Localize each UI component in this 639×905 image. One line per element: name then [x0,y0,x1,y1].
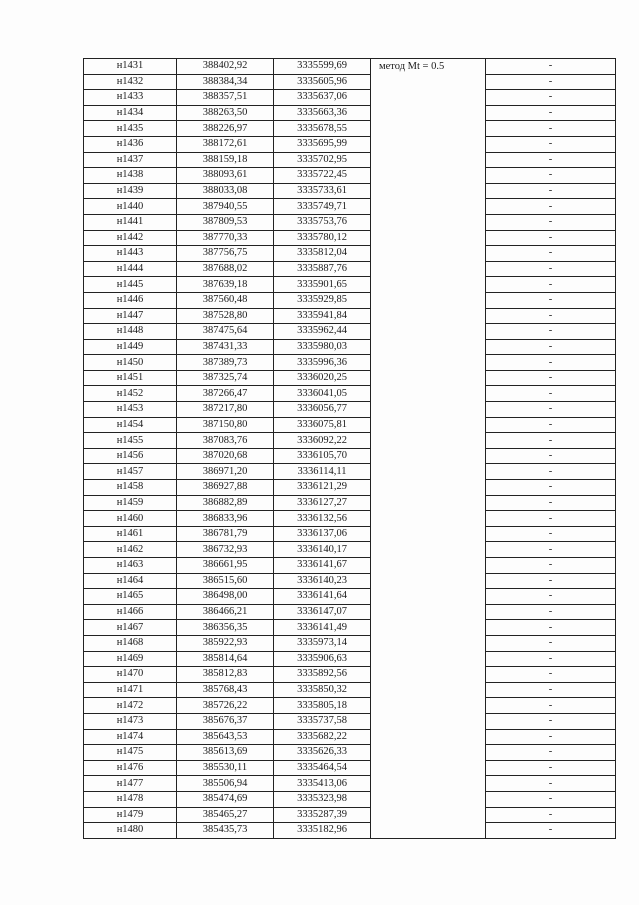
point-id-cell: н1480 [84,823,177,839]
description-cell: - [486,604,616,620]
y-coordinate-cell: 3335626,33 [274,745,371,761]
point-id-cell: н1468 [84,635,177,651]
point-id-cell: н1460 [84,511,177,527]
x-coordinate-cell: 385435,73 [177,823,274,839]
point-id-cell: н1447 [84,308,177,324]
y-coordinate-cell: 3335413,06 [274,776,371,792]
table-row [84,713,616,729]
point-id-cell: н1475 [84,745,177,761]
x-coordinate-cell: 388357,51 [177,90,274,106]
description-cell: - [486,682,616,698]
y-coordinate-cell: 3335733,61 [274,183,371,199]
table-row [84,651,616,667]
point-id-cell: н1478 [84,791,177,807]
table-row [84,448,616,464]
table-row [84,745,616,761]
point-id-cell: н1461 [84,526,177,542]
point-id-cell: н1440 [84,199,177,215]
x-coordinate-cell: 388384,34 [177,74,274,90]
table-row [84,417,616,433]
y-coordinate-cell: 3335941,84 [274,308,371,324]
point-id-cell: н1465 [84,589,177,605]
point-id-cell: н1464 [84,573,177,589]
y-coordinate-cell: 3335663,36 [274,105,371,121]
y-coordinate-cell: 3336141,49 [274,620,371,636]
point-id-cell: н1442 [84,230,177,246]
y-coordinate-cell: 3335780,12 [274,230,371,246]
description-cell: - [486,402,616,418]
description-cell: - [486,370,616,386]
x-coordinate-cell: 387688,02 [177,261,274,277]
y-coordinate-cell: 3335753,76 [274,214,371,230]
x-coordinate-cell: 387389,73 [177,355,274,371]
table-row [84,121,616,137]
y-coordinate-cell: 3335962,44 [274,324,371,340]
table-row [84,59,616,75]
x-coordinate-cell: 387475,64 [177,324,274,340]
y-coordinate-cell: 3335737,58 [274,713,371,729]
y-coordinate-cell: 3335892,56 [274,667,371,683]
description-cell: - [486,807,616,823]
x-coordinate-cell: 386515,60 [177,573,274,589]
y-coordinate-cell: 3335682,22 [274,729,371,745]
description-cell: - [486,292,616,308]
point-id-cell: н1472 [84,698,177,714]
y-coordinate-cell: 3335678,55 [274,121,371,137]
x-coordinate-cell: 387150,80 [177,417,274,433]
description-cell: - [486,74,616,90]
x-coordinate-cell: 386927,88 [177,480,274,496]
description-cell: - [486,729,616,745]
table-row [84,791,616,807]
point-id-cell: н1452 [84,386,177,402]
description-cell: - [486,386,616,402]
y-coordinate-cell: 3335323,98 [274,791,371,807]
table-row [84,246,616,262]
y-coordinate-cell: 3335929,85 [274,292,371,308]
x-coordinate-cell: 386882,89 [177,495,274,511]
table-row [84,214,616,230]
table-row [84,90,616,106]
y-coordinate-cell: 3335906,63 [274,651,371,667]
coordinates-table [83,58,616,839]
x-coordinate-cell: 385814,64 [177,651,274,667]
table-row [84,261,616,277]
y-coordinate-cell: 3335605,96 [274,74,371,90]
table-row [84,402,616,418]
point-id-cell: н1455 [84,433,177,449]
description-cell: - [486,183,616,199]
x-coordinate-cell: 387560,48 [177,292,274,308]
x-coordinate-cell: 387809,53 [177,214,274,230]
x-coordinate-cell: 387756,75 [177,246,274,262]
table-row [84,277,616,293]
table-row [84,230,616,246]
description-cell: - [486,339,616,355]
y-coordinate-cell: 3336137,06 [274,526,371,542]
description-cell: - [486,760,616,776]
y-coordinate-cell: 3336141,64 [274,589,371,605]
description-cell: - [486,105,616,121]
table-row [84,433,616,449]
description-cell: - [486,136,616,152]
description-cell: - [486,526,616,542]
y-coordinate-cell: 3335887,76 [274,261,371,277]
table-row [84,604,616,620]
point-id-cell: н1435 [84,121,177,137]
description-cell: - [486,635,616,651]
y-coordinate-cell: 3335702,95 [274,152,371,168]
description-cell: - [486,823,616,839]
description-cell: - [486,214,616,230]
point-id-cell: н1431 [84,59,177,75]
point-id-cell: н1439 [84,183,177,199]
point-id-cell: н1462 [84,542,177,558]
x-coordinate-cell: 385768,43 [177,682,274,698]
x-coordinate-cell: 386661,95 [177,558,274,574]
x-coordinate-cell: 388159,18 [177,152,274,168]
point-id-cell: н1469 [84,651,177,667]
table-row [84,635,616,651]
description-cell: - [486,776,616,792]
description-cell: - [486,277,616,293]
table-row [84,573,616,589]
x-coordinate-cell: 385726,22 [177,698,274,714]
y-coordinate-cell: 3335722,45 [274,168,371,184]
point-id-cell: н1473 [84,713,177,729]
y-coordinate-cell: 3335805,18 [274,698,371,714]
y-coordinate-cell: 3336092,22 [274,433,371,449]
description-cell: - [486,308,616,324]
description-cell: - [486,355,616,371]
point-id-cell: н1470 [84,667,177,683]
point-id-cell: н1433 [84,90,177,106]
point-id-cell: н1445 [84,277,177,293]
table-row [84,370,616,386]
y-coordinate-cell: 3336147,07 [274,604,371,620]
description-cell: - [486,651,616,667]
table-row [84,339,616,355]
table-row [84,776,616,792]
x-coordinate-cell: 387083,76 [177,433,274,449]
description-cell: - [486,713,616,729]
point-id-cell: н1459 [84,495,177,511]
x-coordinate-cell: 388172,61 [177,136,274,152]
x-coordinate-cell: 387325,74 [177,370,274,386]
description-cell: - [486,230,616,246]
x-coordinate-cell: 385465,27 [177,807,274,823]
description-cell: - [486,589,616,605]
table-row [84,355,616,371]
table-row [84,324,616,340]
table-row [84,105,616,121]
table-row [84,667,616,683]
y-coordinate-cell: 3335464,54 [274,760,371,776]
table-row [84,152,616,168]
description-cell: - [486,59,616,75]
y-coordinate-cell: 3336075,81 [274,417,371,433]
point-id-cell: н1471 [84,682,177,698]
table-row [84,589,616,605]
point-id-cell: н1451 [84,370,177,386]
x-coordinate-cell: 386732,93 [177,542,274,558]
table-row [84,183,616,199]
y-coordinate-cell: 3336132,56 [274,511,371,527]
y-coordinate-cell: 3335901,65 [274,277,371,293]
table-row [84,682,616,698]
description-cell: - [486,324,616,340]
y-coordinate-cell: 3336056,77 [274,402,371,418]
description-cell: - [486,121,616,137]
description-cell: - [486,620,616,636]
point-id-cell: н1479 [84,807,177,823]
x-coordinate-cell: 385643,53 [177,729,274,745]
x-coordinate-cell: 386498,00 [177,589,274,605]
x-coordinate-cell: 386971,20 [177,464,274,480]
x-coordinate-cell: 386466,21 [177,604,274,620]
point-id-cell: н1477 [84,776,177,792]
point-id-cell: н1450 [84,355,177,371]
table-row [84,823,616,839]
table-row [84,558,616,574]
y-coordinate-cell: 3336141,67 [274,558,371,574]
point-id-cell: н1449 [84,339,177,355]
point-id-cell: н1436 [84,136,177,152]
x-coordinate-cell: 388093,61 [177,168,274,184]
x-coordinate-cell: 385922,93 [177,635,274,651]
table-row [84,308,616,324]
description-cell: - [486,168,616,184]
description-cell: - [486,246,616,262]
description-cell: - [486,698,616,714]
table-row [84,74,616,90]
x-coordinate-cell: 385506,94 [177,776,274,792]
point-id-cell: н1463 [84,558,177,574]
x-coordinate-cell: 386833,96 [177,511,274,527]
x-coordinate-cell: 385613,69 [177,745,274,761]
x-coordinate-cell: 387528,80 [177,308,274,324]
description-cell: - [486,433,616,449]
table-row [84,620,616,636]
description-cell: - [486,417,616,433]
description-cell: - [486,558,616,574]
y-coordinate-cell: 3335812,04 [274,246,371,262]
x-coordinate-cell: 387940,55 [177,199,274,215]
point-id-cell: н1441 [84,214,177,230]
table-row [84,729,616,745]
description-cell: - [486,745,616,761]
x-coordinate-cell: 386356,35 [177,620,274,636]
point-id-cell: н1438 [84,168,177,184]
table-row [84,511,616,527]
description-cell: - [486,495,616,511]
description-cell: - [486,199,616,215]
table-row [84,168,616,184]
description-cell: - [486,667,616,683]
table-row [84,526,616,542]
y-coordinate-cell: 3335749,71 [274,199,371,215]
y-coordinate-cell: 3336140,17 [274,542,371,558]
x-coordinate-cell: 385676,37 [177,713,274,729]
description-cell: - [486,152,616,168]
x-coordinate-cell: 388263,50 [177,105,274,121]
description-cell: - [486,480,616,496]
y-coordinate-cell: 3336127,27 [274,495,371,511]
point-id-cell: н1476 [84,760,177,776]
x-coordinate-cell: 385530,11 [177,760,274,776]
point-id-cell: н1437 [84,152,177,168]
x-coordinate-cell: 388402,92 [177,59,274,75]
x-coordinate-cell: 385474,69 [177,791,274,807]
description-cell: - [486,542,616,558]
y-coordinate-cell: 3336140,23 [274,573,371,589]
table-row [84,464,616,480]
y-coordinate-cell: 3335980,03 [274,339,371,355]
method-text: метод Mt = 0.5 [379,61,445,72]
table-row [84,386,616,402]
x-coordinate-cell: 385812,83 [177,667,274,683]
description-cell: - [486,791,616,807]
y-coordinate-cell: 3335996,36 [274,355,371,371]
x-coordinate-cell: 387266,47 [177,386,274,402]
point-id-cell: н1457 [84,464,177,480]
x-coordinate-cell: 387639,18 [177,277,274,293]
description-cell: - [486,511,616,527]
point-id-cell: н1444 [84,261,177,277]
y-coordinate-cell: 3335287,39 [274,807,371,823]
description-cell: - [486,261,616,277]
point-id-cell: н1456 [84,448,177,464]
y-coordinate-cell: 3336041,05 [274,386,371,402]
point-id-cell: н1432 [84,74,177,90]
y-coordinate-cell: 3335637,06 [274,90,371,106]
description-cell: - [486,464,616,480]
point-id-cell: н1466 [84,604,177,620]
description-cell: - [486,90,616,106]
x-coordinate-cell: 387020,68 [177,448,274,464]
y-coordinate-cell: 3336121,29 [274,480,371,496]
y-coordinate-cell: 3336105,70 [274,448,371,464]
y-coordinate-cell: 3335973,14 [274,635,371,651]
y-coordinate-cell: 3335850,32 [274,682,371,698]
x-coordinate-cell: 388226,97 [177,121,274,137]
description-cell: - [486,573,616,589]
y-coordinate-cell: 3336020,25 [274,370,371,386]
y-coordinate-cell: 3336114,11 [274,464,371,480]
y-coordinate-cell: 3335599,69 [274,59,371,75]
table-row [84,760,616,776]
y-coordinate-cell: 3335695,99 [274,136,371,152]
table-row [84,698,616,714]
table-row [84,807,616,823]
point-id-cell: н1446 [84,292,177,308]
x-coordinate-cell: 387770,33 [177,230,274,246]
description-cell: - [486,448,616,464]
table-row [84,495,616,511]
x-coordinate-cell: 388033,08 [177,183,274,199]
table-row [84,136,616,152]
method-cell [371,59,486,839]
point-id-cell: н1448 [84,324,177,340]
y-coordinate-cell: 3335182,96 [274,823,371,839]
table-row [84,480,616,496]
point-id-cell: н1453 [84,402,177,418]
point-id-cell: н1474 [84,729,177,745]
x-coordinate-cell: 387217,80 [177,402,274,418]
table-row [84,199,616,215]
table-row [84,542,616,558]
point-id-cell: н1454 [84,417,177,433]
point-id-cell: н1443 [84,246,177,262]
x-coordinate-cell: 387431,33 [177,339,274,355]
x-coordinate-cell: 386781,79 [177,526,274,542]
table-row [84,292,616,308]
point-id-cell: н1434 [84,105,177,121]
point-id-cell: н1467 [84,620,177,636]
point-id-cell: н1458 [84,480,177,496]
coordinates-table-body [84,59,616,839]
